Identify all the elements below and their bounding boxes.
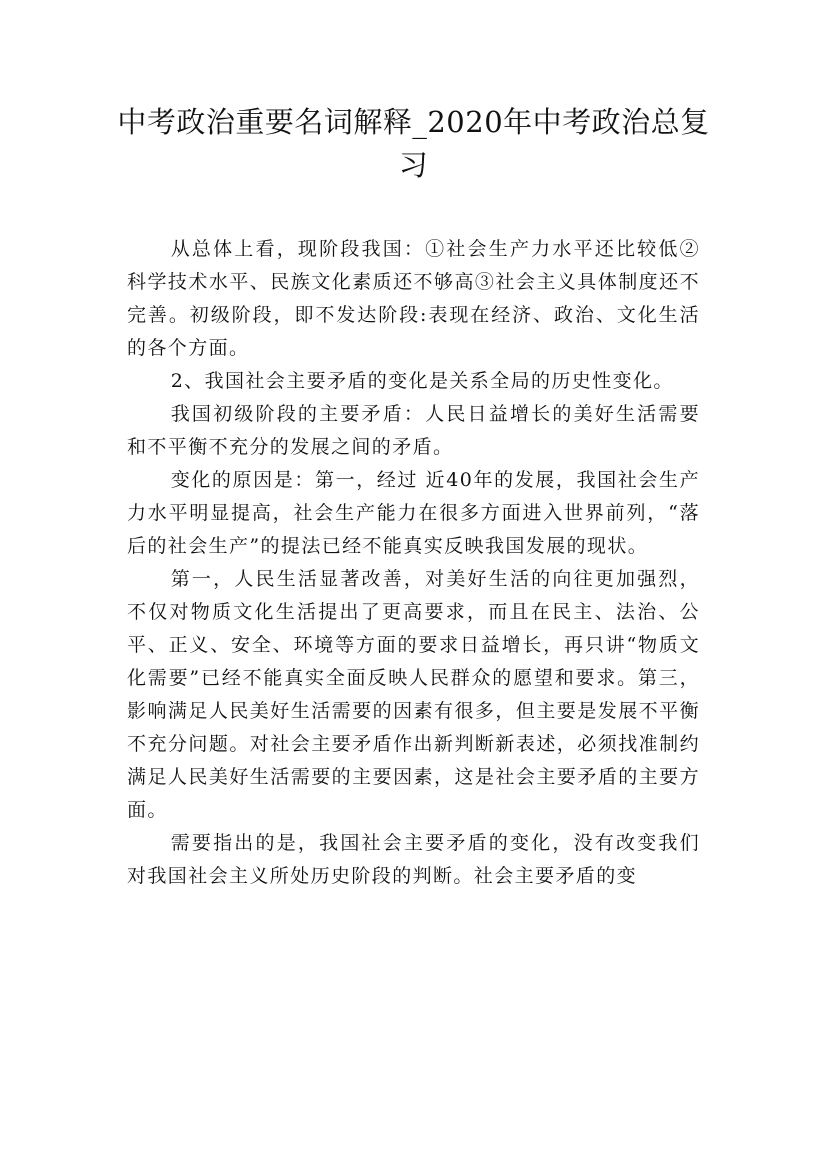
paragraph: 2、我国社会主要矛盾的变化是关系全局的历史性变化。 bbox=[170, 370, 674, 392]
document-title: 中考政治重要名词解释_2020年中考政治总复习 bbox=[117, 105, 710, 182]
document-body bbox=[127, 233, 700, 893]
paragraph: 变化的原因是：第一，经过 近40年的发展，我国社会生产力水平明显提高，社会生产能力在很多方面进入世界前列，“落后的社会生产”的提法已经不能真实反映我国发展的现状。 bbox=[127, 469, 700, 557]
paragraph: 我国初级阶段的主要矛盾：人民日益增长的美好生活需要和不平衡不充分的发展之间的矛盾。 bbox=[127, 403, 700, 458]
paragraph: 需要指出的是，我国社会主要矛盾的变化，没有改变我们对我国社会主义所处历史阶段的判断。社会主要矛盾的变 bbox=[127, 832, 700, 887]
paragraph: 第一，人民生活显著改善，对美好生活的向往更加强烈，不仅对物质文化生活提出了更高要求，而且在民主、法治、公平、正义、安全、环境等方面的要求日益增长，再只讲“物质文化需要”已经不能真实全面反映人民群众的愿望和要求。第三，影响满足人民美好生活需要的因素有很多，但主要是发展不平衡不充分问题。对社会主要矛盾作出新判断新表述，必须找准制约满足人民美好生活需要的主要因素，这是社会主要矛盾的主要方面。 bbox=[127, 568, 700, 821]
paragraph: 从总体上看，现阶段我国：①社会生产力水平还比较低②科学技术水平、民族文化素质还不够高③社会主义具体制度还不完善。初级阶段，即不发达阶段:表现在经济、政治、文化生活的各个方面。 bbox=[127, 238, 700, 359]
